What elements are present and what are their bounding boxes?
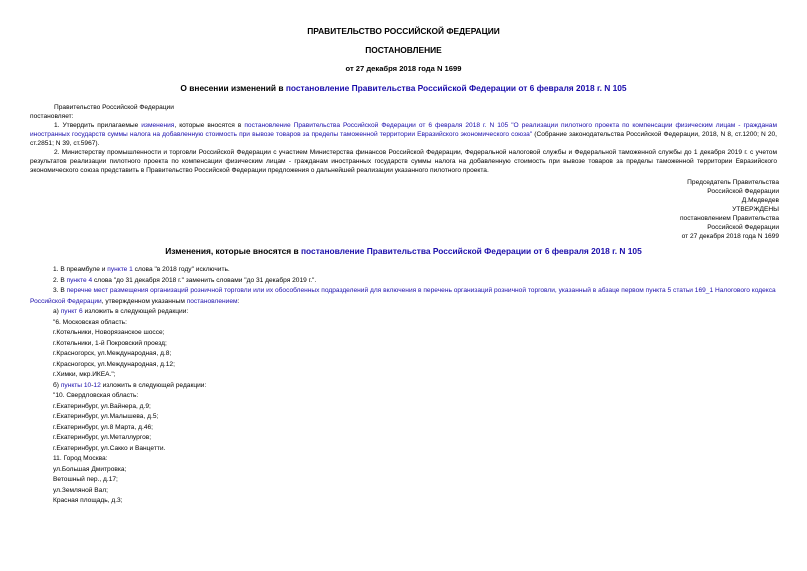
changes-list <box>30 265 777 286</box>
sub-a-text-a: а) <box>53 308 61 315</box>
changes-link[interactable]: изменения <box>141 122 175 129</box>
item-2-link[interactable]: пункте 4 <box>66 276 93 284</box>
sverdlovsk-region-heading: "10. Свердловская область: <box>53 392 139 399</box>
address-line: г.Екатеринбург, ул.8 Марта, д.46; <box>53 423 153 431</box>
item-3-decree-link[interactable]: постановлением <box>186 297 238 305</box>
item-2 <box>53 276 777 287</box>
doc-type: ПОСТАНОВЛЕНИЕ <box>365 45 442 55</box>
signature-block <box>30 178 779 241</box>
decree-title-link[interactable]: "О реализации пилотного проекта по компенсации физическим лицам - гражданам иностранных государств суммы налога на добавленную стоимость при вывозе товаров за пределы таможенной территории Евразийского экономического союза" <box>30 122 777 138</box>
approved-line-3: Российской Федерации <box>707 224 779 231</box>
moscow-region-heading: "6. Московская область: <box>53 318 127 326</box>
sub-item-b <box>53 381 777 392</box>
intro-line-1: Правительство Российской Федерации <box>54 104 174 111</box>
address-line: г.Котельники, Новорязанское шоссе; <box>53 329 165 336</box>
address-line: г.Красногорск, ул.Международная, д.12; <box>53 360 175 368</box>
item-1 <box>53 265 777 276</box>
address-line: г.Котельники, 1-й Покровский проезд; <box>53 339 167 347</box>
p1-text-a: 1. Утвердить прилагаемые <box>54 122 142 129</box>
point-12-link[interactable]: 12 <box>93 381 101 389</box>
sub-items <box>30 307 777 507</box>
item-2-text-a: 2. В <box>53 276 67 284</box>
changes-title <box>30 246 777 256</box>
signature-line-2: Российской Федерации <box>707 188 779 195</box>
points-10-link[interactable]: пункты 10 <box>60 381 92 389</box>
document-page <box>30 26 777 507</box>
address-line: г.Екатеринбург, ул.Металлургов; <box>53 434 152 441</box>
address-line: г.Екатеринбург, ул.Сакко и Ванцетти. <box>53 444 166 452</box>
address-line: г.Екатеринбург, ул.Малышева, д.5; <box>53 413 159 420</box>
sub-b-text-a: б) <box>53 381 61 389</box>
item-3-text-a: 3. В <box>53 287 67 294</box>
intro-line-2: постановляет: <box>30 113 74 120</box>
address-line: Красная площадь, д.3; <box>53 497 123 504</box>
item-2-text-c: слова "до 31 декабря 2018 г." заменить словами "до 31 декабря 2019 г.". <box>92 276 317 284</box>
address-line: г.Красногорск, ул.Международная, д.8; <box>53 350 172 357</box>
approved-line-4: от 27 декабря 2018 года N 1699 <box>681 233 779 240</box>
sub-item-a <box>53 307 777 318</box>
point-6-link[interactable]: пункт 6 <box>60 308 83 315</box>
org-title: ПРАВИТЕЛЬСТВО РОССИЙСКОЙ ФЕДЕРАЦИИ <box>307 26 500 36</box>
item-3 <box>30 286 777 307</box>
sub-b-text-e: изложить в следующей редакции: <box>100 381 207 389</box>
item-3-text-e: : <box>237 297 240 305</box>
subject-decree-link[interactable]: постановление Правительства Российской Федерации от 6 февраля 2018 г. N 105 <box>285 83 627 93</box>
address-line: ул.Земляной Вал; <box>53 486 109 494</box>
doc-subject-prefix: О внесении изменений в <box>180 83 286 93</box>
p1-text-f: (Собрание законодательства Российской Федерации, 2018, N 8, ст.1200; N 20, ст.2851; N 39, ст.5967). <box>30 131 777 147</box>
p1-text-c: , которые вносятся в <box>174 122 245 129</box>
doc-subject <box>30 83 777 93</box>
changes-title-prefix: Изменения, которые вносятся в <box>165 246 301 256</box>
item-3-list-link[interactable]: перечне мест размещения организаций розничной торговли или их обособленных подразделений для включения в перечень организаций розничной торговли, указанный в абзаце первом пункта 5 статьи 169_1 Налогового кодекса Российской Федерации <box>30 287 776 305</box>
decree-105-link[interactable]: постановление Правительства Российской Федерации от 6 февраля 2018 г. N 105 <box>244 122 509 129</box>
sub-a-text-c: изложить в следующей редакции: <box>82 308 189 315</box>
item-1-text-a: 1. В преамбуле и <box>53 266 108 273</box>
address-line: г.Екатеринбург, ул.Вайнера, д.9; <box>53 402 151 410</box>
address-line: ул.Большая Дмитровка; <box>53 465 127 473</box>
approved-line-2: постановлением Правительства <box>679 215 779 222</box>
moscow-city-heading: 11. Город Москва: <box>53 455 108 462</box>
paragraph-2: 2. Министерству промышленности и торговли Российской Федерации с участием Министерства финансов Российской Федерации, Федеральной налоговой службы и Федеральной таможенной службы до 1 декабря 2019 г. с учетом результатов реализации пилотного проекта по компенсации физическим лицам - гражданам иностранных государств суммы налога на добавленную стоимость при вывозе товаров за пределы таможенной территории Евразийского экономического союза представить в Правительство Российской Федерации предложения о дальнейшей реализации указанного пилотного проекта. <box>30 149 777 174</box>
address-line: г.Химки, мкр.ИКЕА."; <box>53 371 116 378</box>
paragraph-1 <box>30 121 777 148</box>
item-3-text-c: , утвержденном указанным <box>101 297 187 305</box>
item-1-text-c: слова "в 2018 году" исключить. <box>132 266 230 273</box>
address-line: Ветошный пер., д.17; <box>53 476 118 483</box>
signature-line-1: Председатель Правительства <box>687 179 779 186</box>
doc-date-number: от 27 декабря 2018 года N 1699 <box>345 64 462 73</box>
approved-line-1: УТВЕРЖДЕНЫ <box>732 206 779 213</box>
changes-title-link[interactable]: постановление Правительства Российской Федерации от 6 февраля 2018 г. N 105 <box>300 246 642 256</box>
item-1-link[interactable]: пункте 1 <box>107 266 133 273</box>
sub-b-dash: - <box>91 381 94 389</box>
signature-line-3: Д.Медведев <box>741 197 779 204</box>
